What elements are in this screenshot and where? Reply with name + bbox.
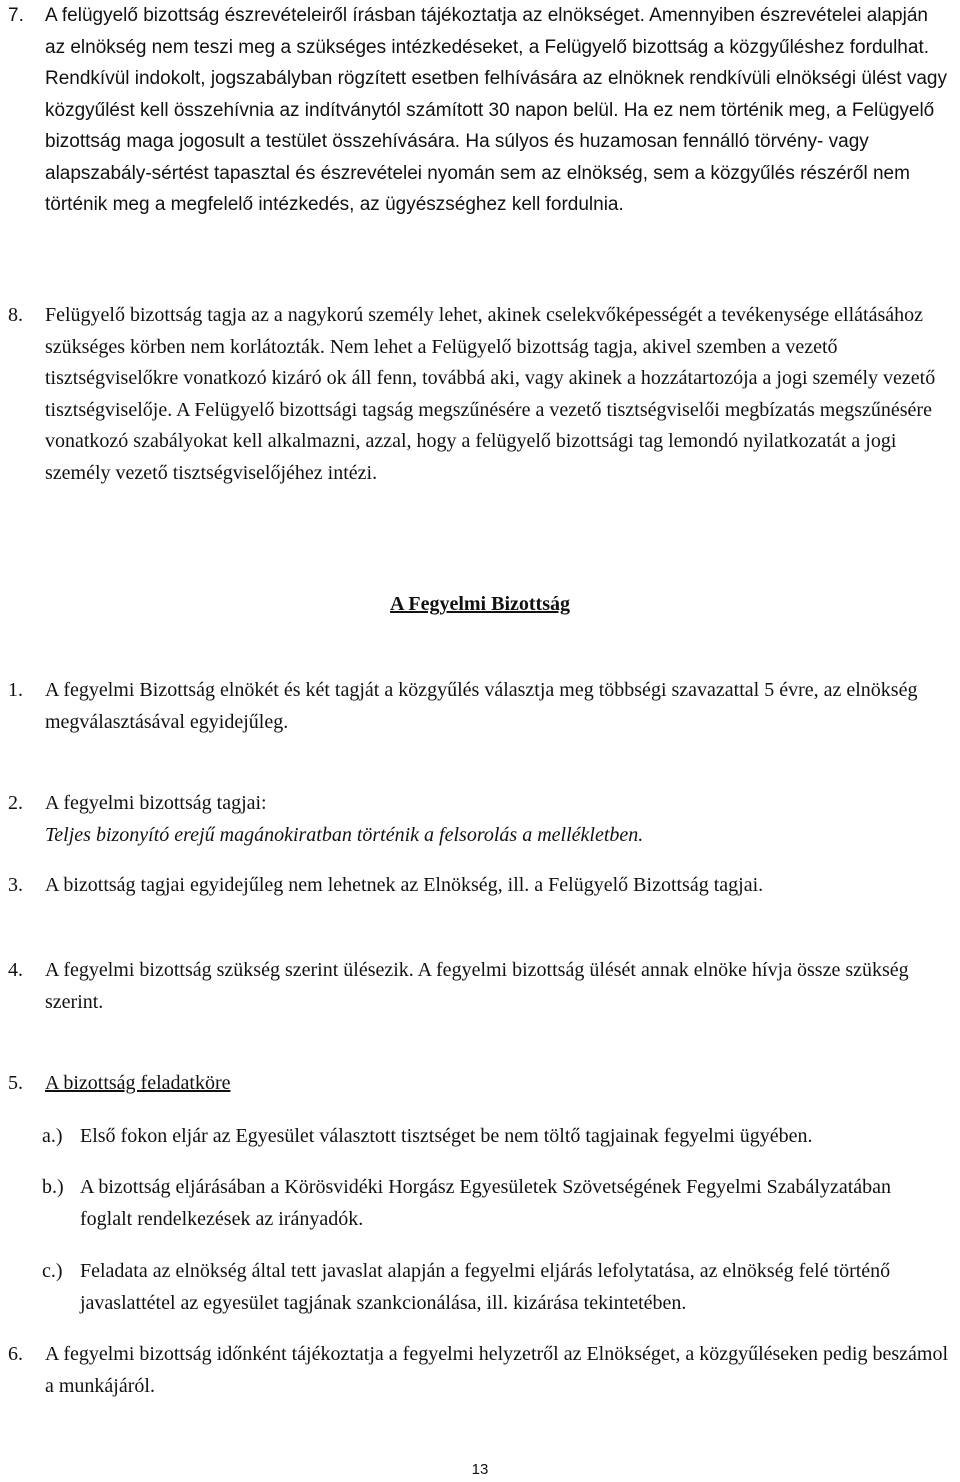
- sub-item: [42, 1256, 947, 1319]
- sub-item: [42, 1121, 947, 1153]
- item-text: A bizottság tagjai egyidejűleg nem lehetnek az Elnökség, ill. a Felügyelő Bizottság tagjai.: [45, 874, 764, 896]
- paragraph-number: 7.: [8, 5, 24, 26]
- sub-item: [42, 1172, 947, 1235]
- page-number: 13: [471, 1461, 489, 1478]
- item-text: A bizottság feladatköre: [45, 1072, 231, 1094]
- item-text: A fegyelmi bizottság szükség szerint ülésezik. A fegyelmi bizottság ülését annak elnöke hívja össze szükség szerint.: [45, 959, 909, 1013]
- item-number: 3.: [8, 874, 23, 896]
- item-number: 5.: [8, 1072, 23, 1094]
- sub-item-label: c.): [42, 1260, 63, 1282]
- item-number: 4.: [8, 959, 23, 981]
- paragraph-7: [8, 0, 953, 221]
- list-item: [8, 788, 953, 851]
- sub-item-text: Első fokon eljár az Egyesület választott tisztséget be nem töltő tagjainak fegyelmi ügyében.: [80, 1125, 813, 1147]
- item-text: A fegyelmi bizottság tagjai:: [45, 792, 267, 814]
- list-item: [8, 870, 953, 902]
- list-item: [8, 675, 953, 738]
- list-item: [8, 1068, 953, 1100]
- paragraph-number: 8.: [8, 304, 23, 326]
- paragraph-text: Felügyelő bizottság tagja az a nagykorú személy lehet, akinek cselekvőképességét a tevékenysége ellátásához szükséges körben nem korlátozták. Nem lehet a Felügyelő bizottság tagja, akivel szemben a vezető tisztségviselőkre vonatkozó kizáró ok áll fenn, továbbá aki, vagy akinek a hozzátartozója a jogi személy vezető tisztségviselője. A Felügyelő bizottsági tagság megszűnésére a vezető tisztségviselői megbízatás megszűnésére vonatkozó szabályokat kell alkalmazni, azzal, hogy a felügyelő bizottsági tag lemondó nyilatkozatát a jogi személy vezető tisztségviselőjéhez intézi.: [45, 304, 936, 484]
- item-number: 6.: [8, 1343, 23, 1365]
- section-title: A Fegyelmi Bizottság: [390, 593, 570, 615]
- list-item: [8, 955, 953, 1018]
- sub-item-label: b.): [42, 1176, 64, 1198]
- item-text: A fegyelmi bizottság időnként tájékoztatja a fegyelmi helyzetről az Elnökséget, a közgyűléseken pedig beszámol a munkájáról.: [45, 1343, 949, 1397]
- sub-item-text: Feladata az elnökség által tett javaslat alapján a fegyelmi eljárás lefolytatása, az elnökség felé történő javaslattétel az egyesület tagjának szankcionálása, ill. kizárása tekintetében.: [80, 1260, 891, 1314]
- item-text: A fegyelmi Bizottság elnökét és két tagját a közgyűlés választja meg többségi szavazattal 5 évre, az elnökség megválasztásával egyidejűleg.: [45, 679, 918, 733]
- item-number: 1.: [8, 679, 23, 701]
- paragraph-text: A felügyelő bizottság észrevételeiről írásban tájékoztatja az elnökséget. Amennyiben észrevételei alapján az elnökség nem teszi meg a szükséges intézkedéseket, a Felügyelő bizottság a közgyűléshez fordulhat. Rendkívül indokolt, jogszabályban rögzített esetben felhívására az elnöknek rendkívüli elnökségi ülést vagy közgyűlést kell összehívnia az indítványtól számított 30 napon belül. Ha ez nem történik meg, a Felügyelő bizottság maga jogosult a testület összehívására. Ha súlyos és huzamosan fennálló törvény- vagy alapszabály-sértést tapasztal és észrevételei nyomán sem az elnökség, sem a közgyűlés részéről nem történik meg a megfelelő intézkedés, az ügyészséghez kell fordulnia.: [45, 5, 947, 215]
- sub-item-text: A bizottság eljárásában a Körösvidéki Horgász Egyesületek Szövetségének Fegyelmi Szabályzatában foglalt rendelkezések az irányadók.: [80, 1176, 892, 1230]
- item-number: 2.: [8, 792, 23, 814]
- sub-item-label: a.): [42, 1125, 63, 1147]
- list-item: [8, 1339, 953, 1402]
- paragraph-8: [8, 300, 953, 489]
- item-italic-note: Teljes bizonyító erejű magánokiratban történik a felsorolás a mellékletben.: [45, 823, 644, 846]
